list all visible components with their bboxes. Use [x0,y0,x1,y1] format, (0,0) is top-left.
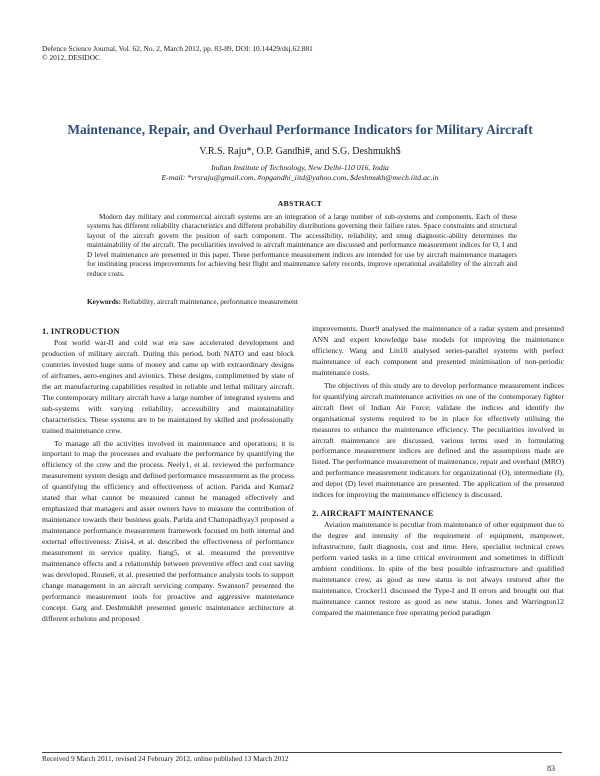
keywords-label: Keywords: [87,297,122,306]
affiliation: Indian Institute of Technology, New Delhi-110 016, India [211,163,389,172]
intro-paragraph-1: Post world war-II and cold war era saw accelerated development and production of military aircraft. During this period, both NATO and east block countries invested huge sums of money and came up with extraordinary designs of airframes, aero-engines and avionics. These designs, complimented by state of the art manufacturing capabilities resulted in reliable and lethal military aircraft. The contemporary military aircraft have a large number of integrated systems and sub-systems with varying reliability, accessibility and maintainability characteristics. These systems are to be maintained by skilled and professionally trained maintenance crew. [42,337,294,435]
intro-paragraph-3: improvements. Duer9 analysed the maintenance of a radar system and presented ANN and expert knowledge base models for improving the maintenance efficiency. Wang and Lin10 analysed series-parallel systems with perfect maintenance of each component and presented minimisation of non-periodic maintenance costs. [312,324,564,377]
footer-rule [42,752,562,753]
received-dates: Received 9 March 2011, revised 24 February 2012, online published 13 March 2012 [42,754,289,763]
author-emails: E-mail: *vrsraju@gmail.com, #opgandhi_iitd@yahoo.com, $deshmukh@mech.iitd.ac.in [161,173,439,182]
section-heading-introduction: 1. INTRODUCTION [42,327,120,336]
intro-paragraph-2: To manage all the activities involved in maintenance and operations; it is important to map the processes and evaluate the performance by quantifying the efficiency of the crew and the process. Neely1, et al. reviewed the performance measurement system design and defined performance measurement as the process of quantifying the efficiency and effectiveness of action. Parida and Kumar2 stated that what cannot be measured cannot be managed effectively and emphasized that managers and asset owners have to measure the contribution of maintenance towards their business goals. Parida and Chattopadhyay3 proposed a maintenance performance measurement framework focused on both internal and external effectiveness. Zisis4, et al. described the effectiveness of performance measurement in service quality. Jiang5, et al. measured the preventive maintenance effects and a relationship between preventive effect and cost saving was developed. Rouse6, et al. presented the performance analysis tools to support change management in an aircraft servicing company. Swanson7 presented the performance measurement tools for proactive and aggressive maintenance concept. Garg and Deshmukh8 presented generic maintenance architecture at different echelons and proposed [42,438,294,623]
paper-title: Maintenance, Repair, and Overhaul Performance Indicators for Military Aircraft [67,122,533,137]
section-heading-aircraft-maintenance: 2. AIRCRAFT MAINTENANCE [312,509,434,519]
aircraft-paragraph-1: Aviation maintenance is peculiar from maintenance of other equipment due to the degree and intensity of the requirement of equipment, manpower, infrastructure, fault diagnosis, cost and time. Here, specialist technical crews perform varied tasks in a time critical environment and sometimes in difficult ambient conditions. In spite of the best possible infrastructure and qualified maintenance crew, as good as new status is not always restored after the maintenance. Crocker11 discussed the Type-I and II errors and brought out that maintenance cannot restore as good as new status. Jones and Warrington12 compared the maintenance free operating period paradigm [312,520,564,617]
copyright-line: © 2012, DESIDOC [42,53,100,62]
abstract-heading: ABSTRACT [277,199,323,208]
right-column [312,324,564,619]
author-list: V.R.S. Raju*, O.P. Gandhi#, and S.G. Deshmukh$ [199,146,401,157]
intro-paragraph-4: The objectives of this study are to develop performance measurement indices for quantifying aircraft maintenance activities on one of the contemporary fighter aircraft fleet of Indian Air Force; validate the indices and identify the organisational systems required to be in place for effectively utilising the measures to enhance the maintenance efficiency. The peculiarities involved in aircraft maintenance are discussed, various terms used in formulating performance measurement indices are defined and the assumptions made are listed. The performance measurement of maintenance, repair and overhaul (MRO) and performance measurement indicators for organizational (O), intermediate (I), and depot (D) level maintenance are presented. The application of the presented indices for improving the maintenance efficiency is discussed. [312,380,564,500]
abstract-body: Modern day military and commercial aircraft systems are an integration of a large number of sub-systems and components. Each of these systems has different reliability characteristics and different probability distributions governing their failure rates. Space constraints and structural layout of the aircraft govern the position of each component. The accessibility, reliability, and smug diagnostic-ability determines the maintainability of the aircraft. The peculiarities involved in aircraft maintenance are discussed and performance measurement indices for O, I and D level maintenance are presented in this paper. These performance measurement indices are intended for use by aircraft maintenance managers for instituting process improvements for achieving best flight and maintenance safety records, improve operational availability of the aircraft and reduce costs. [87,212,517,278]
page-number: 83 [547,764,555,773]
left-column [42,324,294,625]
keywords-text: Reliability, aircraft maintenance, performance measurement [122,297,298,306]
journal-citation: Defence Science Journal, Vol. 62, No. 2, March 2012, pp. 83-89, DOI: 10.14429/dsj.62.881 [42,44,313,53]
keywords [87,297,517,306]
